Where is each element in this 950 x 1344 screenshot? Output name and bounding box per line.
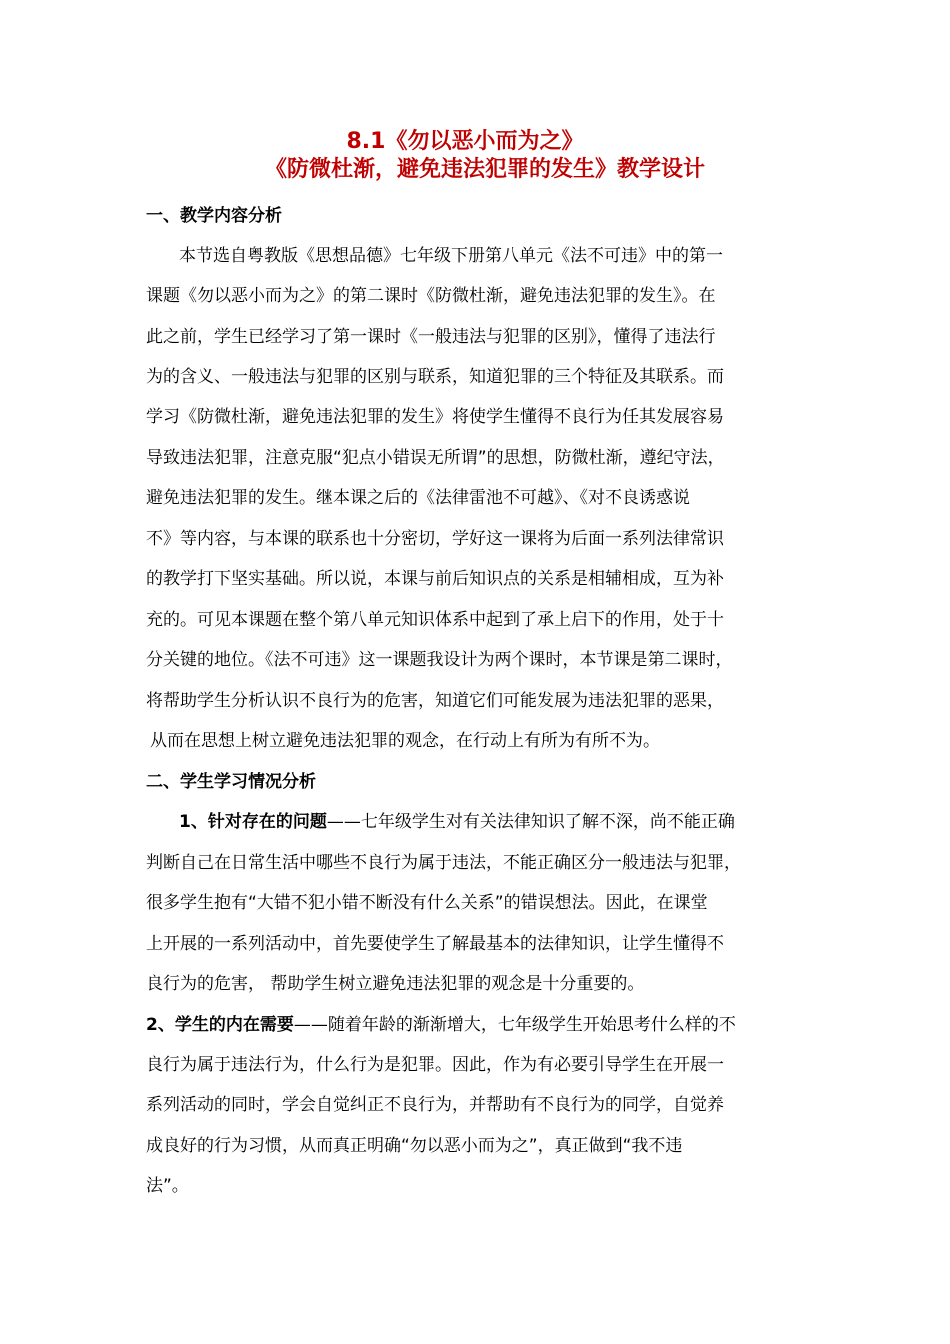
paragraph-line: 判断自己在日常生活中哪些不良行为属于违法，不能正确区分一般违法与犯罪， bbox=[146, 853, 741, 873]
paragraph-line: 此之前，学生已经学习了第一课时《一般违法与犯罪的区别》，懂得了违法行 bbox=[146, 327, 716, 347]
point-1-text: ——七年级学生对有关法律知识了解不深，尚不能正确 bbox=[326, 812, 735, 832]
point-2-first-line bbox=[146, 1010, 736, 1035]
paragraph-line: 避免违法犯罪的发生。继本课之后的《法律雷池不可越》、《对不良诱惑说 bbox=[146, 488, 690, 508]
paragraph-line: 良行为属于违法行为，什么行为是犯罪。因此，作为有必要引导学生在开展一 bbox=[146, 1055, 724, 1075]
point-2-label: 2、学生的内在需要 bbox=[146, 1015, 294, 1035]
paragraph-line: 法”。 bbox=[146, 1176, 189, 1196]
document-title-line-1: 8.1《勿以恶小而为之》 bbox=[346, 129, 584, 154]
point-1-first-line bbox=[179, 807, 735, 832]
paragraph-line: 很多学生抱有“大错不犯小错不断没有什么关系”的错误想法。因此，在课堂 bbox=[146, 893, 708, 913]
paragraph-line: 的教学打下坚实基础。所以说，本课与前后知识点的关系是相辅相成，互为补 bbox=[146, 569, 724, 589]
paragraph-line: 成良好的行为习惯，从而真正明确“勿以恶小而为之”，真正做到“我不违 bbox=[146, 1136, 683, 1156]
section-heading-content-analysis: 一、教学内容分析 bbox=[146, 206, 282, 226]
paragraph-line: 课题《勿以恶小而为之》的第二课时《防微杜渐，避免违法犯罪的发生》。在 bbox=[146, 286, 716, 306]
section-heading-student-analysis: 二、学生学习情况分析 bbox=[146, 772, 316, 792]
point-2-text: ——随着年龄的渐渐增大，七年级学生开始思考什么样的不 bbox=[293, 1015, 736, 1035]
paragraph-line: 本节选自粤教版《思想品德》七年级下册第八单元《法不可违》中的第一 bbox=[179, 246, 723, 266]
paragraph-line: 从而在思想上树立避免违法犯罪的观念，在行动上有所为有所不为。 bbox=[150, 731, 660, 751]
paragraph-line: 充的。可见本课题在整个第八单元知识体系中起到了承上启下的作用，处于十 bbox=[146, 610, 724, 630]
paragraph-line: 不》等内容，与本课的联系也十分密切，学好这一课将为后面一系列法律常识 bbox=[146, 529, 724, 549]
paragraph-line: 学习《防微杜渐，避免违法犯罪的发生》将使学生懂得不良行为任其发展容易 bbox=[146, 407, 724, 427]
paragraph-line: 良行为的危害， 帮助学生树立避免违法犯罪的观念是十分重要的。 bbox=[146, 974, 645, 994]
point-1-label: 1、针对存在的问题 bbox=[179, 812, 327, 832]
paragraph-line: 将帮助学生分析认识不良行为的危害，知道它们可能发展为违法犯罪的恶果， bbox=[146, 691, 724, 711]
paragraph-line: 分关键的地位。《法不可违》这一课题我设计为两个课时，本节课是第二课时， bbox=[146, 650, 733, 670]
paragraph-line: 导致违法犯罪，注意克服“犯点小错误无所谓”的思想，防微杜渐，遵纪守法， bbox=[146, 448, 725, 468]
paragraph-line: 系列活动的同时，学会自觉纠正不良行为，并帮助有不良行为的同学，自觉养 bbox=[146, 1095, 724, 1115]
paragraph-line: 上开展的一系列活动中，首先要使学生了解最基本的法律知识，让学生懂得不 bbox=[146, 934, 724, 954]
document-title-line-2: 《防微杜渐，避免违法犯罪的发生》教学设计 bbox=[264, 157, 705, 182]
paragraph-line: 为的含义、一般违法与犯罪的区别与联系，知道犯罪的三个特征及其联系。而 bbox=[146, 367, 724, 387]
